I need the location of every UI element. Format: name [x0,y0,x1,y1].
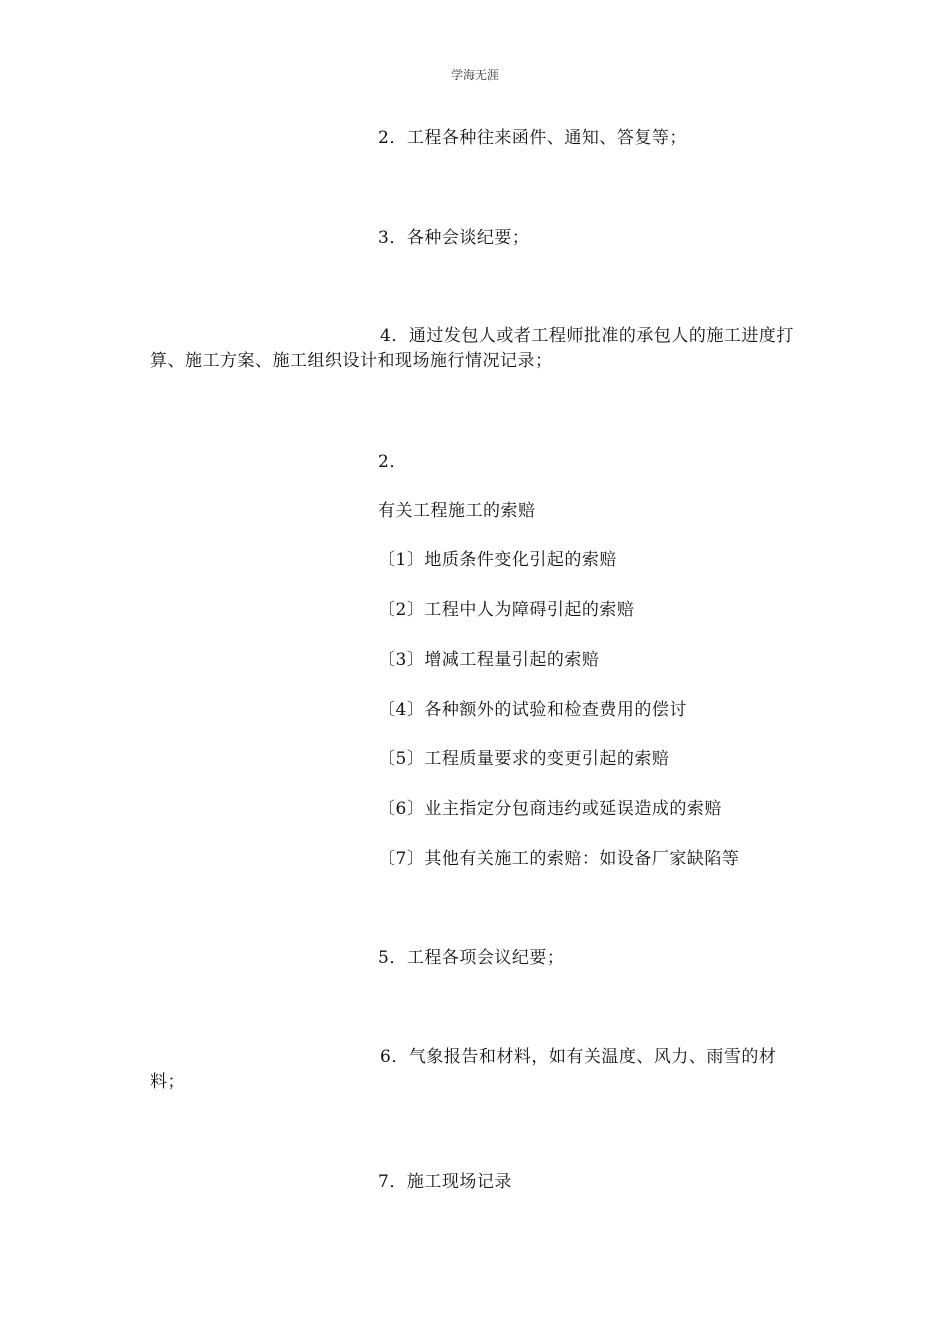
claim-item-4: 〔4〕各种额外的试验和检查费用的偿讨 [378,700,687,720]
claim-item-7: 〔7〕其他有关施工的索赔：如设备厂家缺陷等 [378,849,740,869]
item-7-site-records: 7．施工现场记录 [378,1172,512,1192]
item-5-project-meetings: 5．工程各项会议纪要； [378,948,565,968]
item-2-correspondence: 2．工程各种往来函件、通知、答复等； [378,128,687,148]
item-6-weather-reports: 6．气象报告和材料，如有关温度、风力、雨雪的材料； [150,1047,777,1092]
claim-item-5: 〔5〕工程质量要求的变更引起的索赔 [378,749,670,769]
claim-item-3: 〔3〕增减工程量引起的索赔 [378,650,600,670]
claim-item-6: 〔6〕业主指定分包商违约或延误造成的索赔 [378,799,722,819]
claim-item-1: 〔1〕地质条件变化引起的索赔 [378,550,617,570]
section-2-title: 有关工程施工的索赔 [378,501,536,521]
claim-item-2: 〔2〕工程中人为障碍引起的索赔 [378,600,635,620]
section-2-number: 2． [378,452,407,472]
item-4-schedule-records: 4．通过发包人或者工程师批准的承包人的施工进度打算、施工方案、施工组织设计和现场施行情况记录； [150,326,794,371]
item-3-meeting-minutes: 3．各种会谈纪要； [378,228,530,248]
page-header: 学海无涯 [450,68,499,82]
